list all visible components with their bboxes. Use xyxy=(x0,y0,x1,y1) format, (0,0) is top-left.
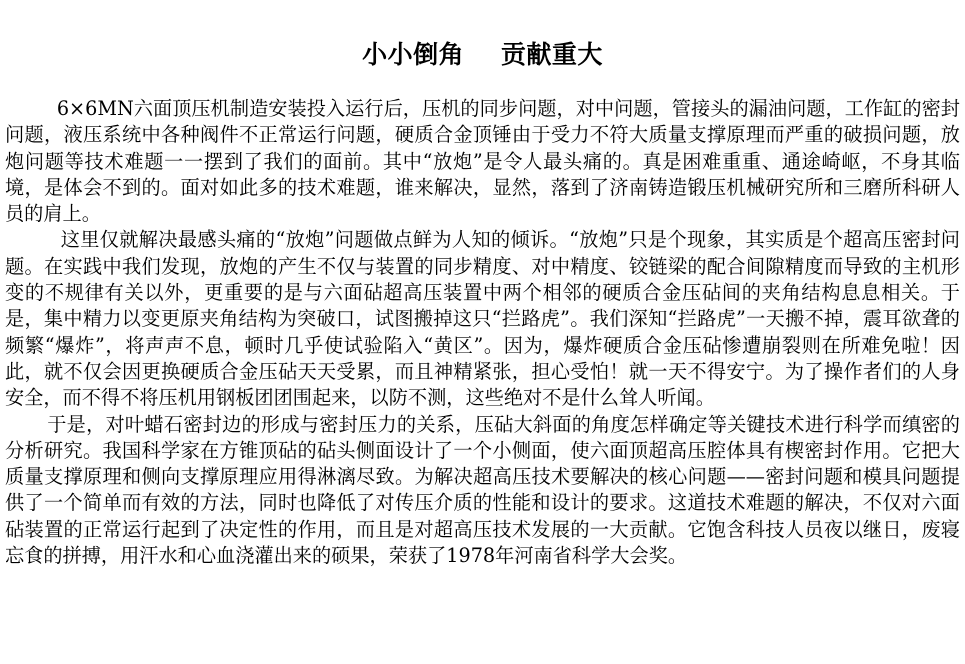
document-title: 小小倒角 贡献重大 xyxy=(362,40,603,69)
paragraph-2: 这里仅就解决最感头痛的“放炮”问题做点鲜为人知的倾诉。“放炮”只是个现象，其实质是个超高压密封问题。在实践中我们发现，放炮的产生不仅与装置的同步精度、对中精度、铰链梁的配合间隙精度而导致的主机形变的不规律有关以外，更重要的是与六面砧超高压装置中两个相邻的硬质合金压砧间的夹角结构息息相关。于是，集中精力以变更原夹角结构为突破口，试图搬掉这只“拦路虎”。我们深知“拦路虎”一天搬不掉，震耳欲聋的频繁“爆炸”，将声声不息，顿时几乎使试验陷入“黄区”。因为，爆炸硬质合金压砧惨遭崩裂则在所难免啦！因此，就不仅会因更换硬质合金压砧天天受累，而且神精紧张，担心受怕！就一天不得安宁。为了操作者们的人身安全，而不得不将压机用钢板团团围起来，以防不测，这些绝对不是什么耸人听闻。 xyxy=(5,228,960,410)
paragraph-3: 于是，对叶蜡石密封边的形成与密封压力的关系，压砧大斜面的角度怎样确定等关键技术进行科学而缜密的分析研究。我国科学家在方锥顶砧的砧头侧面设计了一个小侧面，使六面顶超高压腔体具有楔密封作用。它把大质量支撑原理和侧向支撑原理应用得淋漓尽致。为解决超高压技术要解决的核心问题——密封问题和模具问题提供了一个简单而有效的方法，同时也降低了对传压介质的性能和设计的要求。这道技术难题的解决，不仅对六面砧装置的正常运行起到了决定性的作用，而且是对超高压技术发展的一大贡献。它饱含科技人员夜以继日，废寝忘食的拼搏，用汗水和心血浇灌出来的硕果，荣获了1978年河南省科学大会奖。 xyxy=(5,412,960,568)
paragraph-1: 6×6MN六面顶压机制造安装投入运行后，压机的同步问题，对中问题，管接头的漏油问题，工作缸的密封问题，液压系统中各种阀件不正常运行问题，硬质合金顶锤由于受力不符大质量支撑原理而严重的破损问题，放炮问题等技术难题一一摆到了我们的面前。其中“放炮”是令人最头痛的。真是困难重重、通途崎岖，不身其临境，是体会不到的。面对如此多的技术难题，谁来解决，显然，落到了济南铸造锻压机械研究所和三磨所科研人员的肩上。 xyxy=(5,97,960,226)
document-body xyxy=(5,96,960,569)
document-page xyxy=(5,0,960,569)
